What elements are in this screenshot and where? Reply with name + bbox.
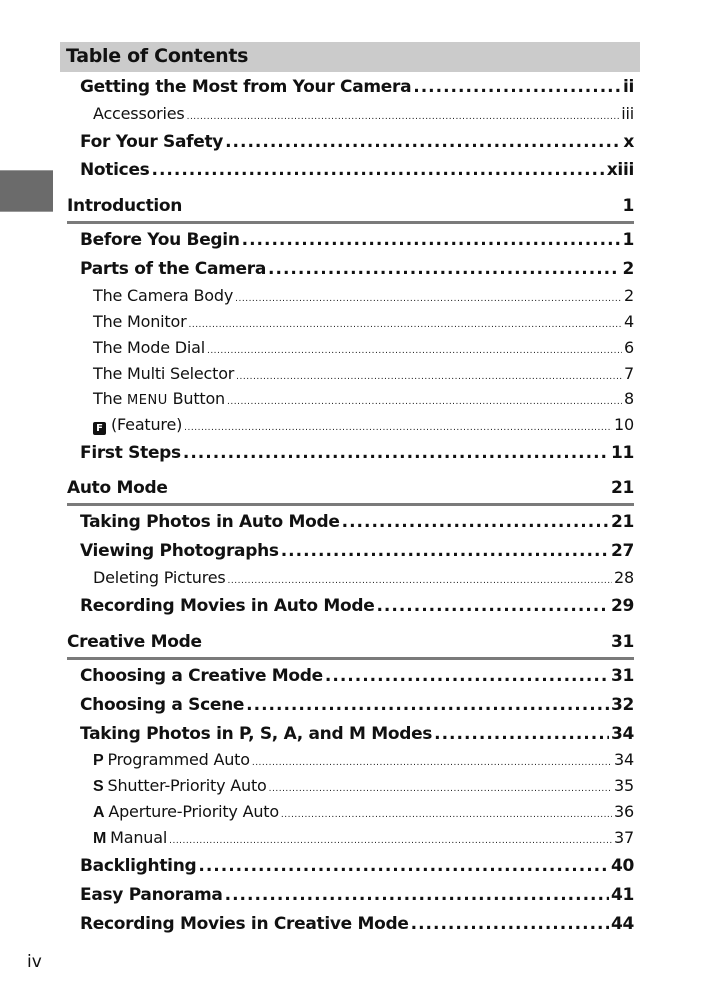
chapter-tab-marker [0,170,53,212]
toc-header [60,42,640,72]
section-heading-auto-mode[interactable]: Auto Mode 21 [67,478,634,498]
toc-entry[interactable]: Recording Movies in Auto Mode ..... 29 [80,596,634,616]
toc-entry[interactable]: The Monitor ..... 4 [93,312,634,331]
toc-entry[interactable]: Taking Photos in P, S, A, and M Modes ..... 34 [80,724,634,744]
toc-entry[interactable]: Choosing a Scene ..... 32 [80,695,634,715]
toc-entry[interactable]: Deleting Pictures ..... 28 [93,568,634,587]
toc-entry[interactable]: Before You Begin ..... 1 [80,230,634,250]
toc-entry[interactable]: A Aperture-Priority Auto ..... 36 [93,802,634,822]
toc-entry[interactable]: Viewing Photographs ..... 27 [80,541,634,561]
mode-p-icon: P [93,752,104,769]
mode-m-icon: M [93,830,107,847]
toc-entry[interactable]: F (Feature) ..... 10 [93,415,634,435]
toc-entry[interactable]: Choosing a Creative Mode ..... 31 [80,666,634,686]
toc-entry[interactable]: P Programmed Auto ..... 34 [93,750,634,770]
mode-s-icon: S [93,778,104,795]
toc-entry[interactable]: Recording Movies in Creative Mode ..... 44 [80,914,634,934]
toc-entry[interactable]: Parts of the Camera ..... 2 [80,259,634,279]
section-heading-creative-mode[interactable]: Creative Mode 31 [67,632,634,652]
menu-button-icon: MENU [127,393,168,408]
toc-entry[interactable]: Getting the Most from Your Camera ..... ii [80,77,634,97]
toc-entry[interactable]: Accessories ..... iii [93,104,634,123]
section-heading-introduction[interactable]: Introduction 1 [67,196,634,216]
toc-title: Table of Contents [66,45,249,67]
toc-entry[interactable]: First Steps ..... 11 [80,443,634,463]
feature-button-icon: F [93,422,106,435]
toc-entry[interactable]: For Your Safety ..... x [80,132,634,152]
toc-entry[interactable]: Taking Photos in Auto Mode ..... 21 [80,512,634,532]
page-number: iv [27,952,42,972]
section-divider [67,503,634,506]
toc-entry[interactable]: S Shutter-Priority Auto ..... 35 [93,776,634,796]
mode-a-icon: A [93,804,105,821]
toc-entry[interactable]: Notices ..... xiii [80,160,634,180]
toc-entry[interactable]: The Multi Selector ..... 7 [93,364,634,383]
section-divider [67,657,634,660]
toc-entry[interactable]: M Manual ..... 37 [93,828,634,848]
section-divider [67,221,634,224]
toc-entry[interactable]: The Mode Dial ..... 6 [93,338,634,357]
toc-entry[interactable]: The MENU Button ..... 8 [93,389,634,408]
toc-entry[interactable]: Backlighting ..... 40 [80,856,634,876]
toc-entry[interactable]: The Camera Body ..... 2 [93,286,634,305]
toc-entry[interactable]: Easy Panorama ..... 41 [80,885,634,905]
